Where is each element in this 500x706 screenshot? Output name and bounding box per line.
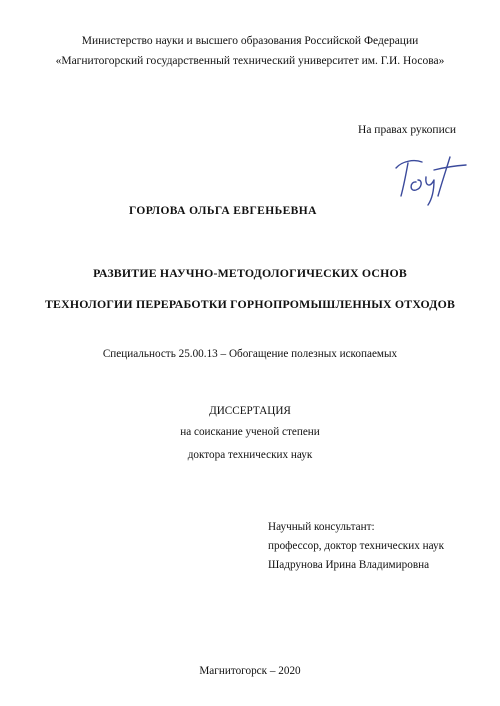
university-line: «Магнитогорский государственный технический университет им. Г.И. Носова» — [55, 55, 445, 67]
specialty-line: Специальность 25.00.13 – Обогащение полезных ископаемых — [102, 348, 398, 360]
manuscript-note: На правах рукописи — [358, 124, 456, 136]
degree-line-1: на соискание ученой степени — [180, 426, 320, 438]
author-name: ГОРЛОВА ОЛЬГА ЕВГЕНЬЕВНА — [129, 205, 317, 217]
consultant-label: Научный консультант: — [268, 521, 375, 533]
signature-image — [392, 152, 470, 208]
degree-line-2: доктора технических наук — [187, 449, 313, 461]
dissertation-heading: ДИССЕРТАЦИЯ — [209, 405, 291, 417]
consultant-name: Шадрунова Ирина Владимировна — [268, 559, 430, 571]
city-year-footer: Магнитогорск – 2020 — [199, 665, 301, 677]
consultant-position: профессор, доктор технических наук — [268, 540, 445, 552]
thesis-title-line-2: ТЕХНОЛОГИИ ПЕРЕРАБОТКИ ГОРНОПРОМЫШЛЕННЫХ ОТХОДОВ — [44, 297, 456, 311]
thesis-title-line-1: РАЗВИТИЕ НАУЧНО-МЕТОДОЛОГИЧЕСКИХ ОСНОВ — [93, 266, 407, 280]
ministry-line: Министерство науки и высшего образования Российской Федерации — [81, 35, 419, 47]
